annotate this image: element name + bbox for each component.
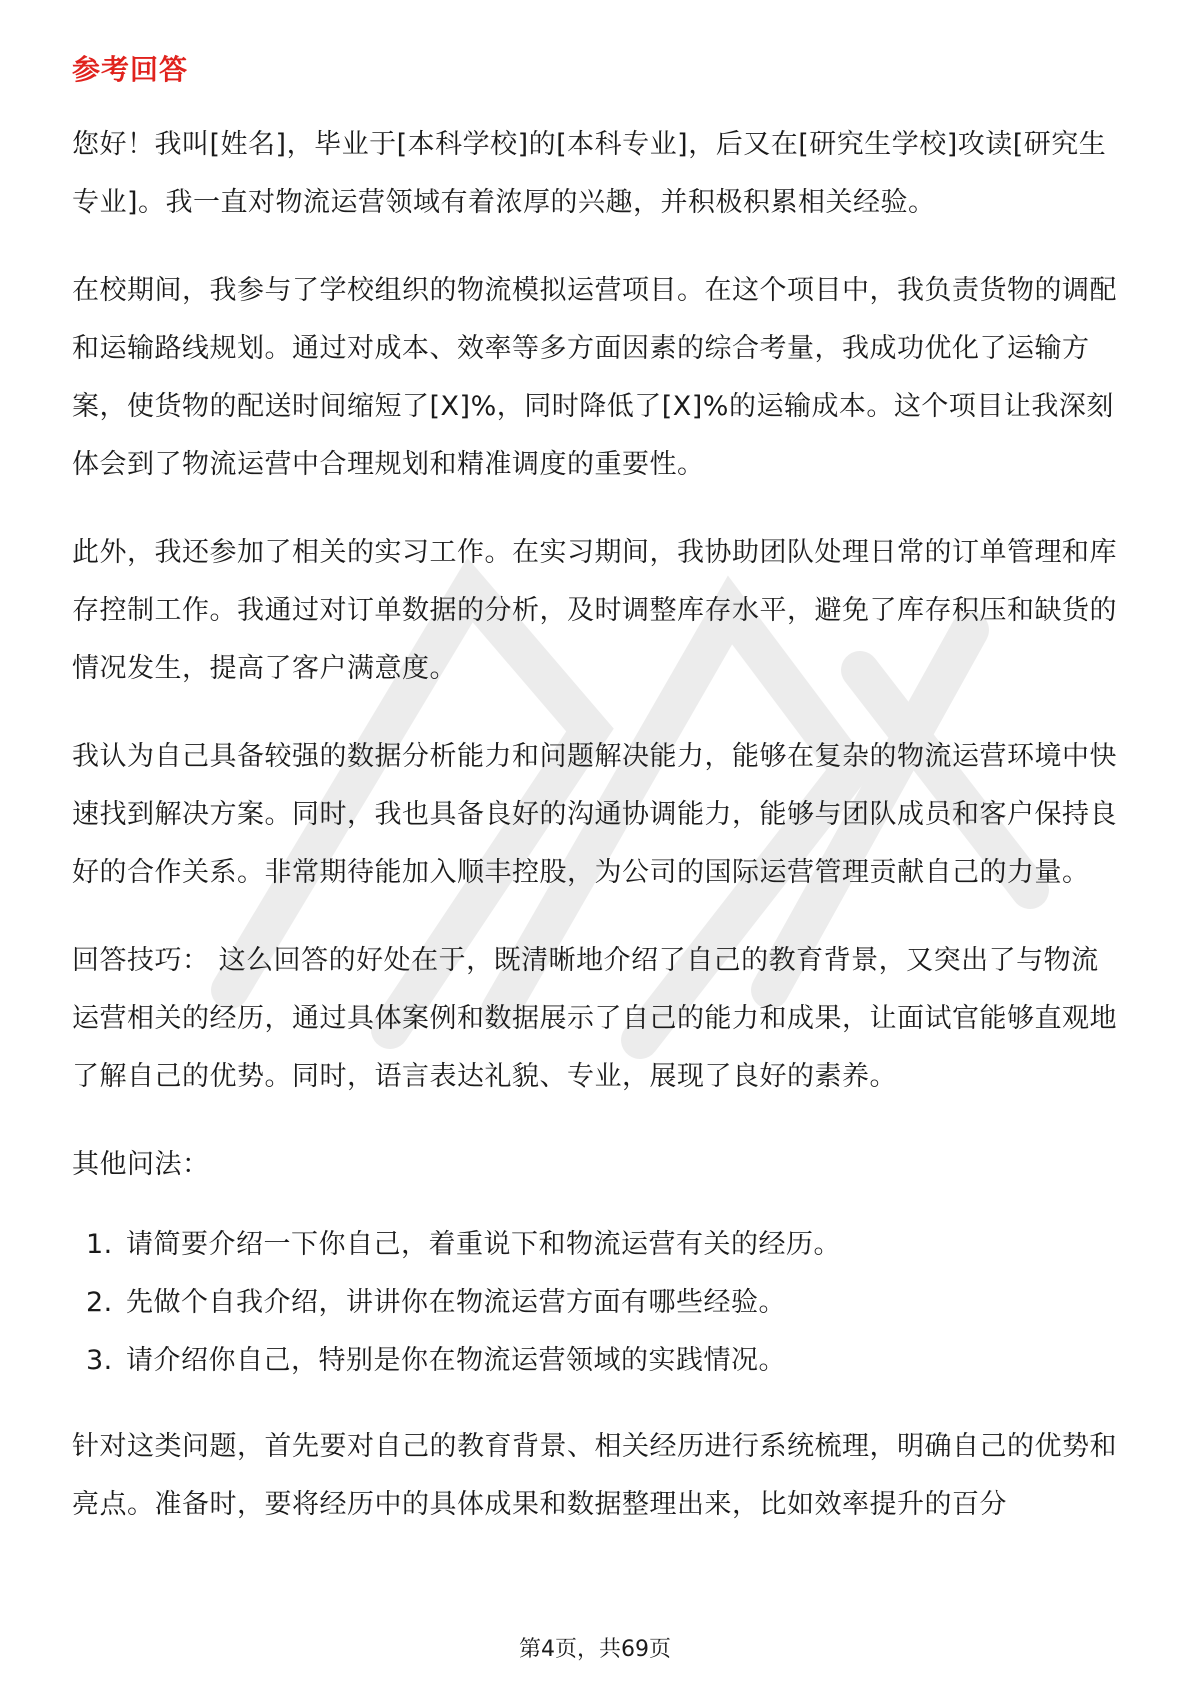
list-item-number: 3. [86,1345,113,1376]
paragraph-tips: 回答技巧： 这么回答的好处在于，既清晰地介绍了自己的教育背景，又突出了与物流运营相关的经历，通过具体案例和数据展示了自己的能力和成果，让面试官能够直观地了解自己的优势。同时，语言表达礼貌、专业，展现了良好的素养。 [72,945,1117,1092]
list-item [72,1274,1122,1332]
page-footer: 第4页，共69页 [519,1637,671,1662]
list-item-text: 请简要介绍一下你自己，着重说下和物流运营有关的经历。 [126,1229,841,1260]
document-page [72,50,1122,1564]
paragraph-ability: 我认为自己具备较强的数据分析能力和问题解决能力，能够在复杂的物流运营环境中快速找到解决方案。同时，我也具备良好的沟通协调能力，能够与团队成员和客户保持良好的合作关系。非常期待能加入顺丰控股，为公司的国际运营管理贡献自己的力量。 [72,741,1117,888]
other-questions-list [72,1216,1122,1390]
list-item-text: 先做个自我介绍，讲讲你在物流运营方面有哪些经验。 [126,1287,786,1318]
list-item [72,1216,1122,1274]
list-item-text: 请介绍你自己，特别是你在物流运营领域的实践情况。 [126,1345,786,1376]
list-item-number: 2. [86,1287,113,1318]
paragraph-intro: 您好！我叫[姓名]，毕业于[本科学校]的[本科专业]，后又在[研究生学校]攻读[研究生专业]。我一直对物流运营领域有着浓厚的兴趣，并积极积累相关经验。 [72,129,1107,218]
list-item [72,1332,1122,1390]
paragraph-advice: 针对这类问题，首先要对自己的教育背景、相关经历进行系统梳理，明确自己的优势和亮点。准备时，要将经历中的具体成果和数据整理出来，比如效率提升的百分 [72,1431,1117,1520]
paragraph-internship: 此外，我还参加了相关的实习工作。在实习期间，我协助团队处理日常的订单管理和库存控制工作。我通过对订单数据的分析，及时调整库存水平，避免了库存积压和缺货的情况发生，提高了客户满意度。 [72,537,1117,684]
other-questions-label: 其他问法： [72,1149,210,1180]
section-title: 参考回答 [72,53,189,86]
paragraph-school-project: 在校期间，我参与了学校组织的物流模拟运营项目。在这个项目中，我负责货物的调配和运输路线规划。通过对成本、效率等多方面因素的综合考量，我成功优化了运输方案，使货物的配送时间缩短了[X]%，同时降低了[X]%的运输成本。这个项目让我深刻体会到了物流运营中合理规划和精准调度的重要性。 [72,275,1117,480]
list-item-number: 1. [86,1229,113,1260]
